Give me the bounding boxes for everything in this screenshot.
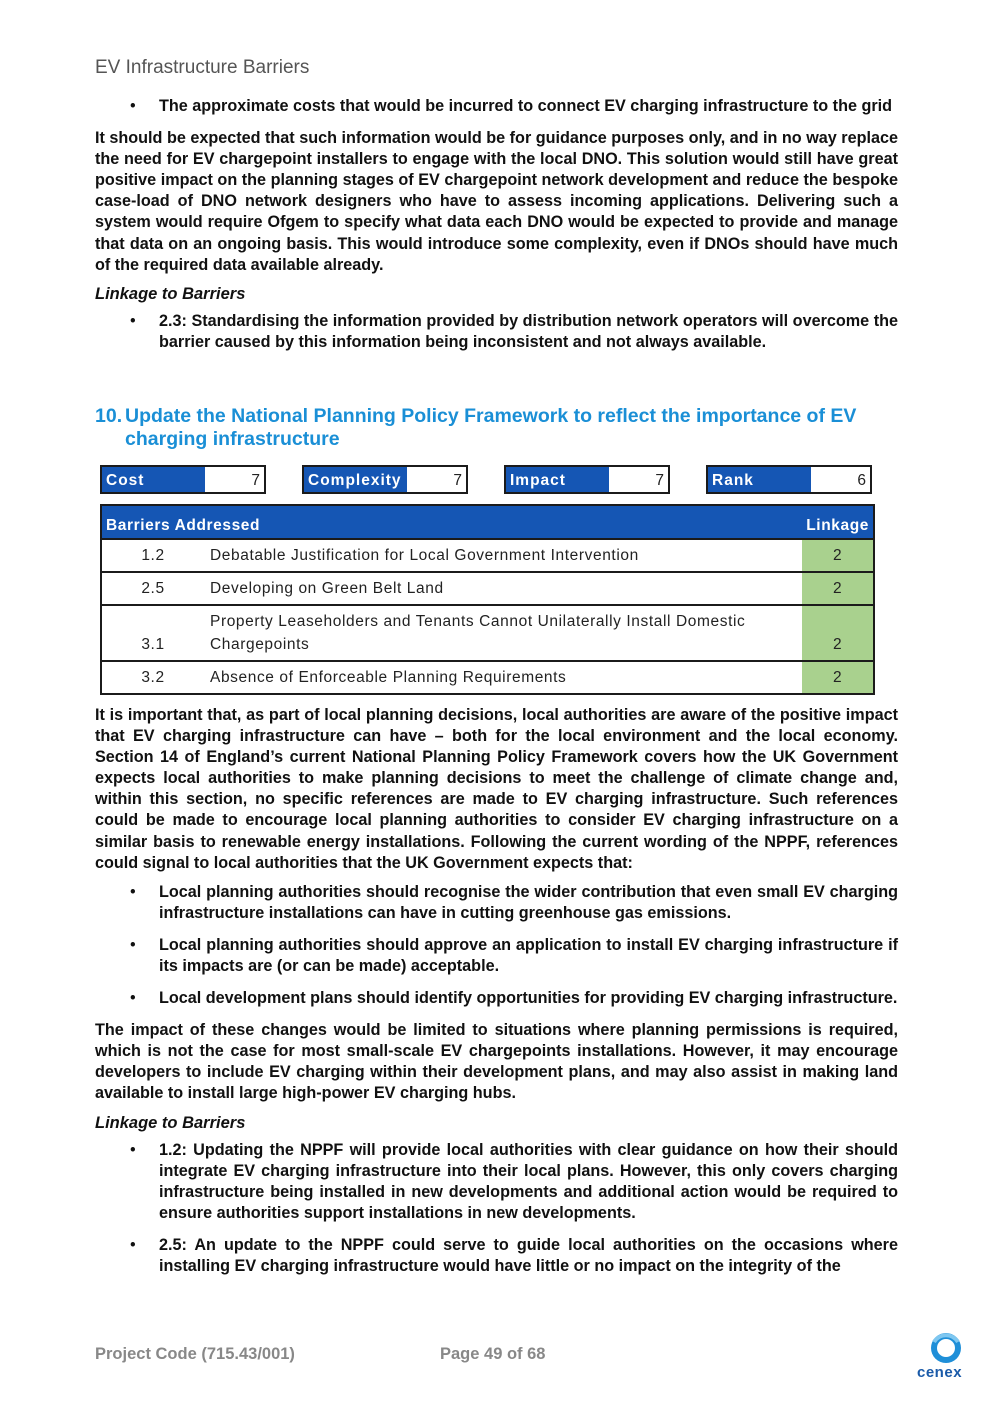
list-item: • 2.5: An update to the NPPF could serve to guide local authorities on the occasions where installing EV charging infrastructure would have little or no impact on the integrity of the: [130, 1235, 898, 1275]
list-item: • The approximate costs that would be incurred to connect EV charging infrastructure to the grid: [95, 96, 898, 117]
section-heading: [95, 405, 898, 451]
page-content: [95, 96, 898, 1288]
bullet-icon: •: [130, 97, 136, 115]
table-header-row: [101, 505, 874, 539]
section-number: 10.: [95, 404, 123, 427]
table-row: 1.2 Debatable Justification for Local Government Intervention 2: [101, 539, 874, 572]
footer-page-number: Page 49 of 68: [440, 1345, 546, 1363]
bullet-icon: •: [130, 311, 136, 330]
bullet-icon: •: [130, 989, 136, 1008]
table-row: 2.5 Developing on Green Belt Land 2: [101, 572, 874, 605]
list-item: • Local development plans should identify opportunities for providing EV charging infrastructure.: [95, 988, 898, 1009]
section-title: Update the National Planning Policy Framework to reflect the importance of EV charging infrastructure: [125, 404, 857, 450]
bullet-icon: •: [130, 882, 136, 901]
logo-text: cenex: [917, 1364, 963, 1381]
score-row: [100, 465, 898, 494]
bullet-icon: •: [130, 935, 136, 954]
header-linkage: Linkage: [802, 505, 874, 539]
top-bullet-list: [95, 96, 898, 117]
score-complexity: Complexity 7: [302, 465, 468, 494]
score-cost: Cost 7: [100, 465, 266, 494]
linkage-heading: Linkage to Barriers: [95, 1113, 246, 1132]
running-header: EV Infrastructure Barriers: [95, 57, 310, 78]
table-row: 3.1 Property Leaseholders and Tenants Cannot Unilaterally Install Domestic Chargepoints 2: [101, 605, 874, 661]
score-impact: Impact 7: [504, 465, 670, 494]
linkage-list: [95, 311, 898, 353]
nppf-bullet-list: [95, 882, 898, 1009]
barriers-table: [100, 504, 875, 695]
list-item: • Local planning authorities should recognise the wider contribution that even small EV charging infrastructure installations can have in cutting greenhouse gas emissions.: [130, 882, 898, 922]
list-item: • Local planning authorities should approve an application to install EV charging infrastructure if its impacts are (or can be made) acceptable.: [130, 935, 898, 975]
bullet-icon: •: [130, 1140, 136, 1159]
linkage-heading: Linkage to Barriers: [95, 284, 246, 303]
header-barriers: Barriers Addressed: [101, 505, 802, 539]
list-item: • 1.2: Updating the NPPF will provide local authorities with clear guidance on how their should integrate EV charging infrastructure into their local plans. However, this only covers charging infrastructure being installed in new developments and additional action would be required to ensure authorities support installations in new developments.: [130, 1140, 898, 1222]
paragraph-impact: The impact of these changes would be limited to situations where planning permissions is required, which is not the case for most small-scale EV chargepoints installations. However, it may encourage developers to include EV charging within their development plans, and may also assist in making land available to install large high-power EV charging hubs.: [95, 1021, 898, 1103]
bullet-icon: •: [130, 1235, 136, 1254]
list-item: • 2.3: Standardising the information provided by distribution network operators will overcome the barrier caused by this information being inconsistent and not always available.: [130, 311, 898, 351]
paragraph-dno-guidance: It should be expected that such information would be for guidance purposes only, and in no way replace the need for EV chargepoint installers to engage with the local DNO. This solution would still have great positive impact on the planning stages of EV chargepoint network development and reduce the bespoke case-load of DNO network designers who have to assess incoming applications. Delivering such a system would require Ofgem to specify what data each DNO would be expected to provide and manage that data on an ongoing basis. This would introduce some complexity, even if DNOs should have much of the required data available already.: [95, 129, 898, 274]
footer-project-code: Project Code (715.43/001): [95, 1345, 295, 1363]
linkage-list: [95, 1140, 898, 1278]
paragraph-nppf: It is important that, as part of local planning decisions, local authorities are aware of the positive impact that EV charging infrastructure can have – both for the local environment and the local economy. Section 14 of England’s current National Planning Policy Framework covers how the UK Government expects local authorities to make planning decisions to meet the challenge of climate change and, within this section, no specific references are made to EV charging infrastructure. Such references could be made to encourage local planning authorities to consider EV charging infrastructure on a similar basis to renewable energy installations. Following the current wording of the NPPF, references could signal to local authorities that the UK Government expects that:: [95, 705, 898, 872]
table-row: 3.2 Absence of Enforceable Planning Requirements 2: [101, 661, 874, 694]
score-rank: Rank 6: [706, 465, 872, 494]
